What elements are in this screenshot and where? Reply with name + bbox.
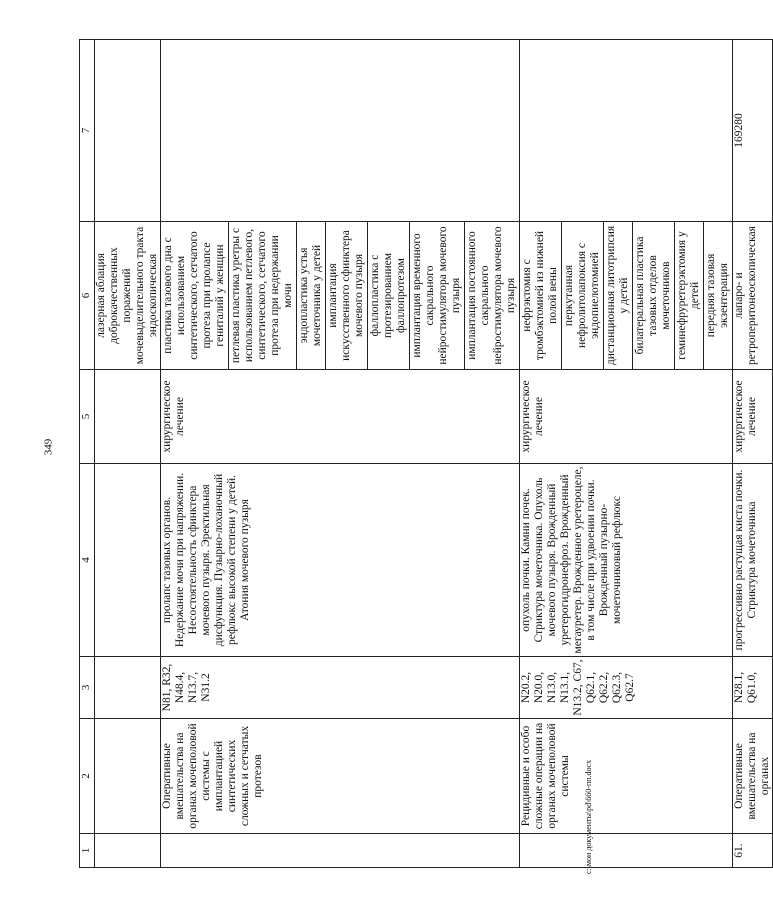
page-number: 349 [42, 438, 55, 456]
treatment-methods-cell [520, 222, 733, 370]
table-row [95, 40, 161, 868]
column-header: 1 [80, 834, 95, 868]
treatment-method: перкутанная нефролитолапоксия с эндопиелотомией [562, 222, 604, 369]
column-header: 4 [80, 464, 95, 657]
column-header: 7 [80, 40, 95, 222]
diagnosis [95, 464, 161, 657]
treatment-method: нефрэктомия с тромбэктомией из нижней полой вены [520, 222, 562, 369]
column-header: 5 [80, 370, 95, 464]
treatment-type [95, 370, 161, 464]
treatment-method: билатеральная пластика тазовых отделов мочеточников [633, 222, 675, 369]
treatment-method: лапаро- и ретроперитонеоскопическая [733, 222, 773, 370]
row-number: 61. [733, 834, 773, 868]
icd-codes: N81, R32, N48.4, N13.7, N31.2 [161, 657, 520, 719]
treatment-type: хирургическое лечение [733, 370, 773, 464]
row-number [161, 834, 520, 868]
treatment-method: петлевая пластика уретры с использованием петлевого, синтетического, сетчатого протеза при недержании мочи [229, 222, 297, 369]
treatment-methods-list [520, 222, 732, 369]
treatment-method: имплантация искусственного сфинктера мочевого пузыря [326, 222, 368, 369]
treatment-type: хирургическое лечение [520, 370, 733, 464]
intervention-group: Оперативные вмешательства на органах [733, 719, 773, 834]
treatment-method: лазерная аблация доброкачественных поражений мочевыделительного тракта эндоскопическая [95, 222, 161, 370]
intervention-group [95, 719, 161, 834]
treatment-method: пластика тазового дна с использованием синтетического, сетчатого протеза при пролапсе гениталий у женщин [161, 222, 229, 369]
treatment-type: хирургическое лечение [161, 370, 520, 464]
diagnosis: прогрессивно растущая киста почки. Стриктура мочеточника [733, 464, 773, 657]
amount: 169280 [733, 40, 773, 222]
row-number [520, 834, 733, 868]
column-header: 2 [80, 719, 95, 834]
icd-codes: N28.1, Q61.0, [733, 657, 773, 719]
treatment-method: эндопластика устья мочеточника у детей [297, 222, 326, 369]
treatment-method: дистанционная литотрипсия у детей [604, 222, 633, 369]
table-row [520, 40, 733, 868]
treatment-methods-cell [161, 222, 520, 370]
diagnosis: пролапс тазовых органов. Недержание мочи при напряжении. Несостоятельность сфинктера мочевого пузыря. Эректильная дисфункция. Пузырно-лоханочный рефлюкс высокой степени у детей. Атония мочевого пузыря [161, 464, 520, 657]
intervention-group: Рецидивные и особо сложные операции на органах мочеполовой системы [520, 719, 733, 834]
treatment-method: передняя тазовая экзентерация [705, 253, 730, 338]
icd-codes: N20.2, N20.0, N13.0, N13.1, N13.2, C67, Q62.1, Q62.2, Q62.3, Q62.7 [520, 657, 733, 719]
intervention-group: Оперативные вмешательства на органах мочеполовой системы с имплантацией синтетических сложных и сетчатых протезов [161, 719, 520, 834]
treatment-method: геминефруретерэктомия у детей [675, 222, 704, 369]
table-row [161, 40, 520, 868]
treatment-method: имплантация постоянного сакрального нейростимулятора мочевого пузыря [466, 226, 517, 365]
amount [161, 40, 520, 222]
amount [520, 40, 733, 222]
table-row [733, 40, 773, 868]
column-header: 3 [80, 657, 95, 719]
header-row [80, 40, 95, 868]
file-path-footer: c:\мои документы\pd\660-пп.docx [584, 759, 593, 874]
icd-codes [95, 657, 161, 719]
column-header: 6 [80, 222, 95, 370]
procedures-table [79, 39, 773, 868]
diagnosis: опухоль почки. Камни почек. Стриктура мочеточника. Опухоль мочевого пузыря. Врожденный уретерогидронефроз. Врожденный мегауретер. Врожденное уретероцеле, в том числе при удвоении почки. Врожденный пузырно-мочеточниковый рефлюкс [520, 464, 733, 657]
treatment-method: фаллопластика с протезированием фаллопротезом [368, 222, 410, 369]
row-number [95, 834, 161, 868]
treatment-method: имплантация временного сакрального нейростимулятора мочевого пузыря [410, 222, 465, 369]
treatment-methods-list [161, 222, 519, 369]
amount [95, 40, 161, 222]
